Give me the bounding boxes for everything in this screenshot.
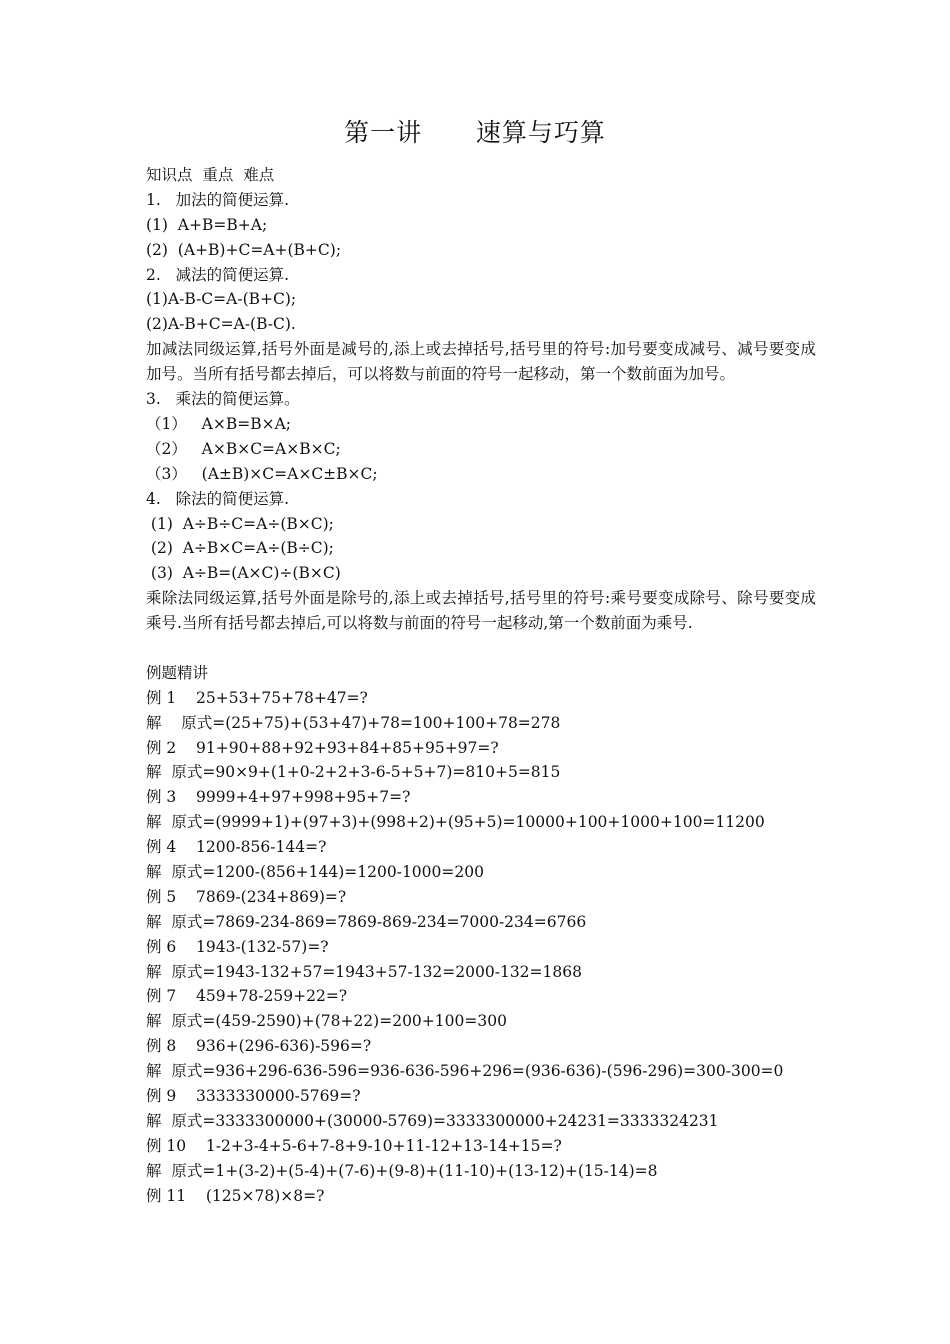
text-line: 3. 乘法的简便运算。: [146, 390, 300, 409]
solution-line: 解 原式=(9999+1)+(97+3)+(998+2)+(95+5)=10000+100+1000+100=11200: [146, 813, 765, 832]
solution-line: 解 原式=936+296-636-596=936-636-596+296=(936-636)-(596-296)=300-300=0: [146, 1062, 784, 1081]
text-line: (2) (A+B)+C=A+(B+C);: [146, 240, 342, 259]
text-line: (2)A-B+C=A-(B-C).: [146, 315, 296, 334]
text-line: （1） A×B=B×A;: [146, 414, 291, 433]
solution-line: 解 原式=3333300000+(30000-5769)=3333300000+24231=3333324231: [146, 1111, 719, 1130]
text-line: (2) A÷B×C=A÷(B÷C);: [146, 539, 334, 558]
text-line: (3) A÷B=(A×C)÷(B×C): [146, 564, 341, 583]
example-line: 例 4 1200-856-144=?: [146, 838, 327, 857]
example-line: 例 2 91+90+88+92+93+84+85+95+97=?: [146, 738, 499, 757]
blank-line: [146, 636, 816, 661]
text-line: 4. 除法的简便运算.: [146, 489, 289, 508]
example-line: 例 10 1-2+3-4+5-6+7-8+9-10+11-12+13-14+15=?: [146, 1136, 562, 1155]
text-line: （3） (A±B)×C=A×C±B×C;: [146, 464, 378, 483]
example-line: 例 5 7869-(234+869)=?: [146, 887, 347, 906]
solution-line: 解 原式=(459-2590)+(78+22)=200+100=300: [146, 1012, 507, 1031]
page-title: 第一讲 速算与巧算: [344, 118, 606, 147]
text-line: （2） A×B×C=A×B×C;: [146, 439, 341, 458]
solution-line: 解 原式=7869-234-869=7869-869-234=7000-234=6766: [146, 912, 587, 931]
text-line: (1)A-B-C=A-(B+C);: [146, 290, 297, 309]
example-line: 例 7 459+78-259+22=?: [146, 987, 348, 1006]
solution-line: 解 原式=1943-132+57=1943+57-132=2000-132=1868: [146, 962, 582, 981]
explanation-paragraph: 乘除法同级运算,括号外面是除号的,添上或去掉括号,括号里的符号:乘号要变成除号、除号要变成乘号.当所有括号都去掉后,可以将数与前面的符号一起移动,第一个数前面为乘号.: [146, 589, 816, 633]
text-line: (1) A+B=B+A;: [146, 215, 268, 234]
example-line: 例 1 25+53+75+78+47=?: [146, 688, 368, 707]
solution-line: 解 原式=1+(3-2)+(5-4)+(7-6)+(9-8)+(11-10)+(13-12)+(15-14)=8: [146, 1161, 658, 1180]
example-line: 例 6 1943-(132-57)=?: [146, 937, 329, 956]
section-heading-knowledge: 知识点 重点 难点: [146, 166, 275, 184]
solution-line: 解 原式=(25+75)+(53+47)+78=100+100+78=278: [146, 713, 561, 732]
example-line: 例 11 (125×78)×8=?: [146, 1186, 325, 1205]
text-line: 2. 减法的简便运算.: [146, 265, 289, 284]
solution-line: 解 原式=1200-(856+144)=1200-1000=200: [146, 863, 484, 881]
example-line: 例 9 3333330000-5769=?: [146, 1087, 361, 1106]
example-line: 例 8 936+(296-636)-596=?: [146, 1037, 372, 1056]
explanation-paragraph: 加减法同级运算,括号外面是减号的,添上或去掉括号,括号里的符号:加号要变成减号、减号要变成加号。当所有括号都去掉后，可以将数与前面的符号一起移动，第一个数前面为加号。: [146, 340, 816, 384]
solution-line: 解 原式=90×9+(1+0-2+2+3-6-5+5+7)=810+5=815: [146, 763, 561, 782]
example-line: 例 3 9999+4+97+998+95+7=?: [146, 788, 411, 807]
section-heading-examples: 例题精讲: [146, 663, 209, 682]
document-body: [146, 163, 816, 1208]
text-line: (1) A÷B÷C=A÷(B×C);: [146, 514, 334, 533]
text-line: 1. 加法的简便运算.: [146, 190, 289, 209]
